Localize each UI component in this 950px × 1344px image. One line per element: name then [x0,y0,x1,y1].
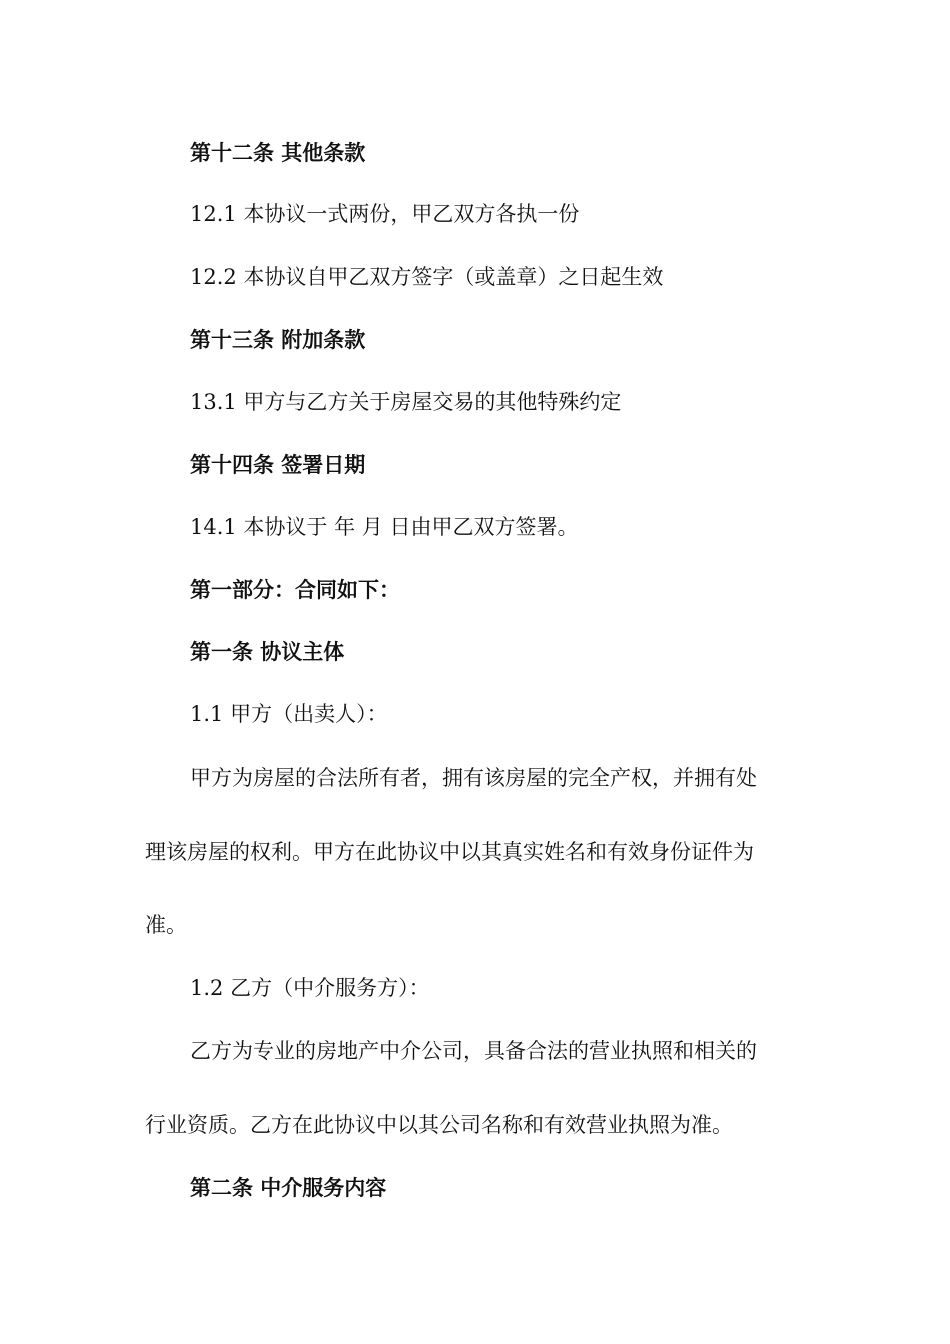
section-13-heading: 第十三条 附加条款 [190,328,366,352]
party-a-label: 1.1 甲方（出卖人）： [190,702,388,726]
section-14-item-1: 14.1 本协议于 年 月 日由甲乙双方签署。 [190,515,579,539]
article-2-heading: 第二条 中介服务内容 [190,1176,387,1200]
section-12-item-2: 12.2 本协议自甲乙双方签字（或盖章）之日起生效 [190,265,664,289]
party-b-paragraph-line-1: 乙方为专业的房地产中介公司，具备合法的营业执照和相关的 [190,1039,757,1063]
section-13-item-1: 13.1 甲方与乙方关于房屋交易的其他特殊约定 [190,390,622,414]
party-a-paragraph-line-3: 准。 [145,913,187,937]
party-b-paragraph-line-2: 行业资质。乙方在此协议中以其公司名称和有效营业执照为准。 [145,1113,733,1137]
article-1-heading: 第一条 协议主体 [190,640,345,664]
party-b-label: 1.2 乙方（中介服务方）： [190,976,430,1000]
section-14-heading: 第十四条 签署日期 [190,453,366,477]
party-a-paragraph-line-2: 理该房屋的权利。甲方在此协议中以其真实姓名和有效身份证件为 [145,840,754,864]
part-1-heading: 第一部分：合同如下： [190,578,400,602]
section-12-heading: 第十二条 其他条款 [190,141,366,165]
section-12-item-1: 12.1 本协议一式两份，甲乙双方各执一份 [190,202,580,226]
party-a-paragraph-line-1: 甲方为房屋的合法所有者，拥有该房屋的完全产权，并拥有处 [190,766,757,790]
